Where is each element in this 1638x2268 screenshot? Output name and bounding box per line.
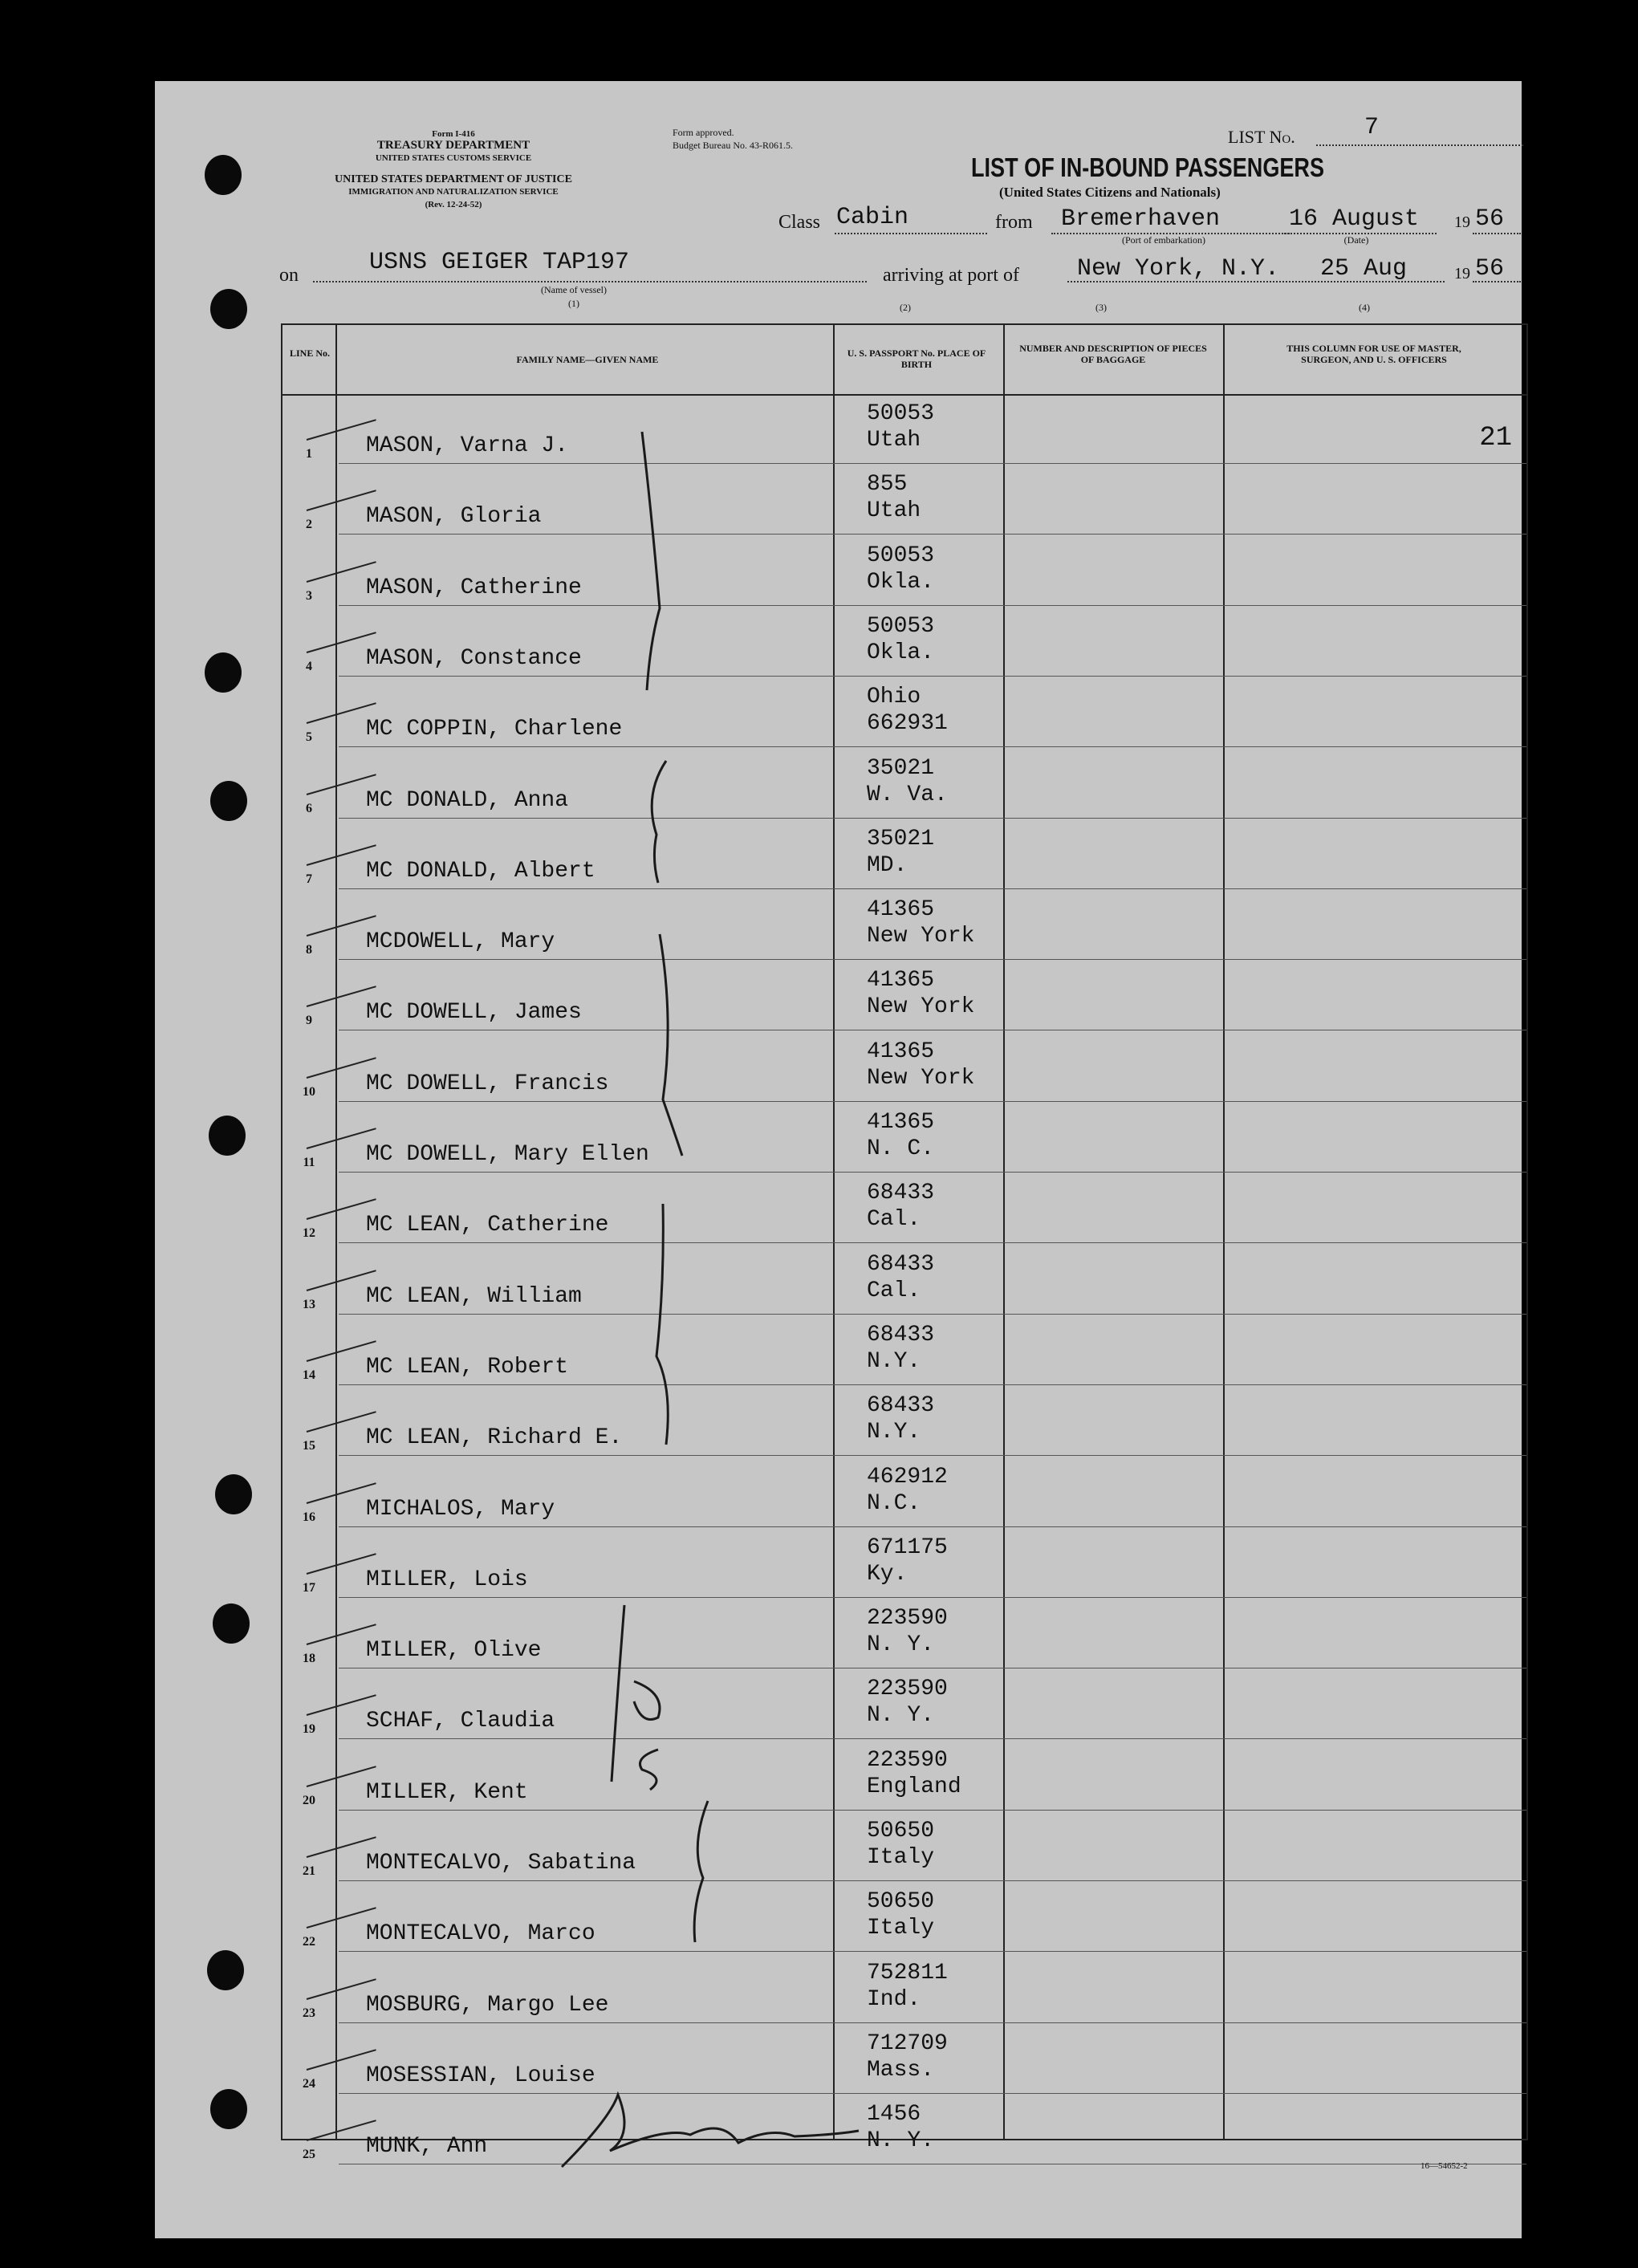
place-of-birth: N. Y. [867,1703,935,1729]
header-line-no: LINE No. [289,348,330,359]
line-number: 14 [303,1368,315,1382]
passenger-name: MASON, Constance [366,645,582,671]
place-of-birth: England [867,1774,961,1799]
place-of-birth: New York [867,1065,975,1091]
column-number-4: (4) [1359,302,1370,313]
passport-number: 68433 [867,1251,935,1277]
arrival-date: 25 Aug [1320,255,1408,282]
header-family-name: FAMILY NAME—GIVEN NAME [516,354,659,365]
passenger-name: MOSESSIAN, Louise [366,2063,595,2088]
line-number: 17 [303,1580,315,1595]
header-baggage: NUMBER AND DESCRIPTION OF PIECES OF BAGGAGE [1019,343,1207,365]
column-number-1: (1) [568,298,579,309]
place-of-birth: Cal. [867,1278,921,1303]
initial-s [640,1750,659,1790]
passenger-name: MUNK, Ann [366,2134,488,2160]
departure-date: 16 August [1289,205,1420,233]
passenger-name: MC DONALD, Albert [366,858,595,884]
line-number: 8 [306,943,312,957]
line-number: 18 [303,1652,315,1666]
passenger-name: MC COPPIN, Charlene [366,717,623,742]
class-value: Cabin [836,204,909,231]
line-number: 9 [306,1014,312,1028]
passenger-name: MASON, Gloria [366,504,542,530]
line-number: 5 [306,730,312,745]
passport-number: 35021 [867,755,935,781]
line-number: 25 [303,2148,315,2162]
form-approved: Form approved. [673,127,734,138]
passport-number: 50650 [867,1889,935,1915]
passport-number: 41365 [867,1038,935,1064]
place-of-birth: Mass. [867,2057,935,2083]
passport-number: 1456 [867,2102,921,2128]
line-number: 7 [306,872,312,886]
line-number: 1 [306,447,312,461]
line-number: 12 [303,1226,315,1241]
place-of-birth: N.Y. [867,1348,921,1374]
initial-d [634,1681,660,1720]
line-number: 15 [303,1439,315,1453]
line-number: 2 [306,518,312,532]
line-number: 23 [303,2006,315,2020]
bracket-montecalvo [694,1801,708,1942]
passenger-name: MC DOWELL, Francis [366,1071,609,1096]
passport-number: 712709 [867,2030,948,2056]
place-of-birth: N. Y. [867,2128,935,2154]
passenger-name: MCDOWELL, Mary [366,929,555,955]
form-subtitle: (United States Citizens and Nationals) [999,185,1221,200]
passport-number: 752811 [867,1960,948,1986]
passenger-name: MC DOWELL, Mary Ellen [366,1142,649,1167]
arrival-port: New York, N.Y. [1077,255,1280,282]
header-officers: THIS COLUMN FOR USE OF MASTER, SURGEON, AND U. S. OFFICERS [1286,343,1461,365]
line-number: 22 [303,1935,315,1949]
justice-department: UNITED STATES DEPARTMENT OF JUSTICE [335,173,572,185]
bracket-mclean [656,1204,668,1445]
passport-number: 50053 [867,543,935,568]
officer-note: 21 [1479,423,1512,453]
place-of-birth: New York [867,924,975,949]
place-of-birth: Ind. [867,1986,921,2012]
passenger-name: SCHAF, Claudia [366,1709,555,1734]
date-caption: (Date) [1343,234,1369,246]
passport-number: 68433 [867,1322,935,1347]
budget-bureau: Budget Bureau No. 43-R061.5. [673,140,793,151]
line-number: 20 [303,1793,315,1807]
arrival-year: 56 [1475,255,1505,282]
passenger-name: MC DOWELL, James [366,1000,582,1026]
passenger-name: MILLER, Lois [366,1567,528,1592]
from-label: from [995,212,1033,233]
place-of-birth: New York [867,994,975,1020]
arriving-label: arriving at port of [883,265,1019,286]
passport-number: 671175 [867,1534,948,1560]
class-label: Class [778,212,821,233]
line-number: 10 [303,1084,315,1099]
vessel-caption: (Name of vessel) [541,284,607,295]
passport-number: 68433 [867,1181,935,1206]
passport-number: 41365 [867,897,935,923]
line-number: 3 [306,588,312,603]
passport-number: 855 [867,472,908,498]
place-of-birth: N. Y. [867,1632,935,1658]
passenger-name: MILLER, Olive [366,1638,542,1664]
passenger-name: MC LEAN, Richard E. [366,1425,623,1451]
footer-code: 16—54652-2 [1421,2161,1468,2171]
line-number: 13 [303,1297,315,1311]
header-passport: U. S. PASSPORT No. PLACE OF BIRTH [847,348,986,370]
port-of-embarkation: Bremerhaven [1061,205,1221,233]
passenger-name: MOSBURG, Margo Lee [366,1992,609,2018]
place-of-birth: Okla. [867,640,935,665]
form-number: Form I-416 [432,129,475,139]
passport-number: 50053 [867,613,935,639]
passenger-name: MONTECALVO, Marco [366,1921,595,1947]
passport-number: 223590 [867,1606,948,1632]
bracket-mcdonald [652,761,666,883]
place-of-birth: N. C. [867,1136,935,1161]
bracket-mason [642,432,660,690]
bracket-miller [612,1605,624,1782]
place-of-birth: 662931 [867,711,948,737]
passport-number: 68433 [867,1393,935,1419]
line-number: 21 [303,1864,315,1878]
line-number: 24 [303,2076,315,2091]
passport-number: 41365 [867,968,935,994]
passenger-name: MC LEAN, Catherine [366,1213,609,1238]
revision: (Rev. 12-24-52) [425,200,482,209]
place-of-birth: N.Y. [867,1420,921,1445]
passport-number: 223590 [867,1747,948,1773]
passenger-name: MASON, Varna J. [366,433,569,458]
passenger-name: MONTECALVO, Sabatina [366,1851,636,1876]
passport-number: 50650 [867,1819,935,1843]
column-number-3: (3) [1095,302,1107,313]
place-of-birth: Okla. [867,569,935,595]
place-of-birth: MD. [867,852,908,878]
passenger-name: MC DONALD, Anna [366,787,569,813]
place-of-birth: Utah [867,428,921,453]
line-number: 19 [303,1722,315,1737]
line-number: 4 [306,659,312,673]
place-of-birth: Italy [867,1916,935,1941]
signature [562,2095,859,2167]
passport-number: Ohio [867,685,921,710]
bracket-mcdowell [660,934,682,1156]
ins-service: IMMIGRATION AND NATURALIZATION SERVICE [348,187,559,197]
place-of-birth: Cal. [867,1207,921,1233]
passenger-name: MICHALOS, Mary [366,1496,555,1522]
passenger-name: MC LEAN, Robert [366,1354,569,1380]
list-number: 7 [1364,114,1380,141]
form-title: LIST OF IN-BOUND PASSENGERS [971,152,1325,182]
line-number: 6 [306,801,312,815]
passport-number: 41365 [867,1110,935,1135]
year-prefix: 19 [1454,213,1470,231]
on-label: on [279,265,299,286]
passport-number: 462912 [867,1464,948,1490]
passport-number: 35021 [867,826,935,852]
line-number: 16 [303,1510,315,1524]
place-of-birth: W. Va. [867,782,948,807]
place-of-birth: Italy [867,1845,935,1870]
place-of-birth: Utah [867,498,921,524]
column-number-2: (2) [900,302,911,313]
line-number: 11 [303,1156,315,1169]
port-embark-caption: (Port of embarkation) [1122,234,1205,246]
passenger-name: MILLER, Kent [366,1779,528,1805]
passport-number: 223590 [867,1677,948,1702]
treasury-department: TREASURY DEPARTMENT [376,139,530,152]
vessel-name: USNS GEIGER TAP197 [369,249,630,276]
list-number-label: LIST No. [1228,127,1295,147]
place-of-birth: Ky. [867,1561,908,1587]
departure-year: 56 [1475,205,1505,233]
passenger-name: MC LEAN, William [366,1283,582,1309]
passport-number: 50053 [867,401,935,426]
passenger-name: MASON, Catherine [366,575,582,600]
customs-service: UNITED STATES CUSTOMS SERVICE [375,153,532,163]
arrival-year-prefix: 19 [1454,265,1470,282]
place-of-birth: N.C. [867,1490,921,1516]
